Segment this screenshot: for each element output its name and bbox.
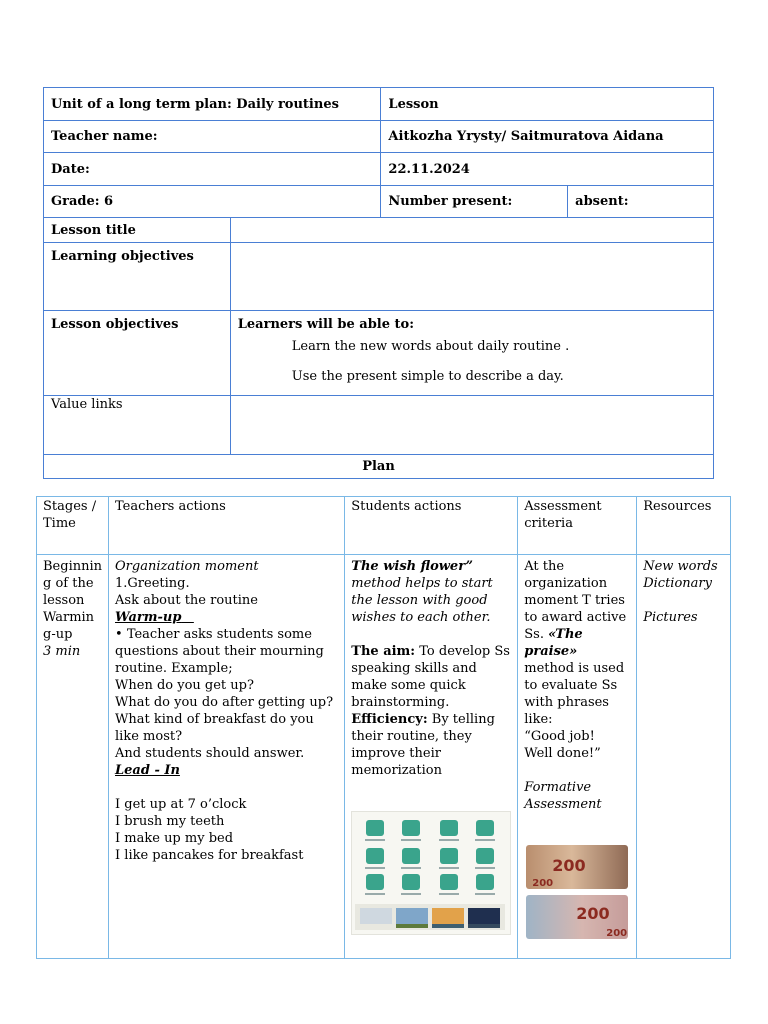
question: What do you do after getting up?: [115, 695, 334, 710]
routine-icon: [440, 848, 458, 864]
banknote: [526, 895, 628, 939]
plan-row: [37, 555, 731, 959]
praise-method: «The praise»: [524, 627, 583, 659]
absent-label: absent:: [568, 186, 714, 218]
resource-item: New words: [643, 559, 718, 574]
routine-icon: [440, 874, 458, 890]
greeting: 1.Greeting.: [115, 576, 190, 591]
praise-phrase: Well done!”: [524, 746, 601, 761]
question: What kind of breakfast do you like most?: [115, 712, 314, 744]
example-sentence: I brush my teeth: [115, 814, 225, 829]
banknotes-picture: [524, 845, 628, 941]
lesson-title-value: [230, 218, 713, 243]
routine-icon: [476, 820, 494, 836]
objective-text: Use the present simple to describe a day.: [291, 369, 564, 384]
aim-label: The aim:: [351, 644, 416, 659]
wish-flower-desc: method helps to start the lesson with good wishes to each other.: [351, 576, 493, 625]
aim-text: To develop Ss speaking skills and make some quick brainstorming.: [351, 644, 510, 710]
routine-icon: [366, 820, 384, 836]
stage-cell: [37, 555, 109, 959]
stage-line: Beginnin: [43, 559, 103, 574]
routine-icon: [402, 820, 420, 836]
objective-item: [238, 362, 706, 392]
day-picture: [396, 908, 428, 928]
col-stages: Stages / Time: [37, 497, 109, 555]
question: When do you get up?: [115, 678, 254, 693]
unit-label: Unit of a long term plan: Daily routines: [44, 88, 381, 121]
teacher-value: Aitkozha Yrysty/ Saitmuratova Aidana: [381, 121, 714, 153]
answer-note: And students should answer.: [115, 746, 305, 761]
resource-item: Dictionary: [643, 576, 712, 591]
col-resources: Resources: [637, 497, 731, 555]
example-sentence: I like pancakes for breakfast: [115, 848, 304, 863]
teacher-actions-cell: [109, 555, 345, 959]
efficiency-label: Efficiency:: [351, 712, 428, 727]
banknote-value: 200: [552, 856, 586, 875]
assessment-cell: [518, 555, 637, 959]
students-actions-cell: [345, 555, 518, 959]
learning-objectives-value: [230, 243, 713, 311]
morning-picture: [360, 908, 392, 924]
praise-phrase: “Good job!: [524, 729, 595, 744]
formative-assessment: Formative Assessment: [524, 780, 602, 812]
banknote: [526, 845, 628, 889]
learners-able-heading: Learners will be able to:: [237, 317, 415, 332]
routine-icon: [366, 848, 384, 864]
value-links-value: [230, 396, 713, 455]
resource-item: Pictures: [643, 610, 698, 625]
lesson-title-label: Lesson title: [44, 218, 231, 243]
example-sentence: I get up at 7 o’clock: [115, 797, 247, 812]
objective-text: Learn the new words about daily routine .: [291, 339, 570, 354]
question-intro: • Teacher asks students some questions about their mourning routine. Example;: [115, 627, 324, 676]
org-moment: Organization moment: [115, 559, 259, 574]
lesson-label: Lesson: [381, 88, 714, 121]
banknote-value: 200: [532, 878, 554, 889]
lesson-header-table: [43, 87, 714, 479]
lead-in-heading: Lead - In: [115, 763, 180, 778]
plan-table: [36, 496, 731, 959]
warmup-heading: Warm-up: [115, 610, 182, 625]
objective-item: [238, 332, 706, 362]
banknote-value: 200: [606, 928, 628, 939]
plan-header-row: [37, 497, 731, 555]
wish-flower-title: The wish flower”: [351, 559, 474, 574]
col-teachers-actions: Teachers actions: [109, 497, 345, 555]
number-present-label: Number present:: [381, 186, 568, 218]
routine-icon: [402, 874, 420, 890]
efficiency-text: By telling their routine, they improve their memorization: [351, 712, 495, 778]
banknote-value: 200: [576, 904, 610, 923]
example-sentence: I make up my bed: [115, 831, 234, 846]
lesson-objectives-cell: [230, 311, 713, 396]
stage-line: Warmin: [43, 610, 95, 625]
lesson-objectives-label: Lesson objectives: [44, 311, 231, 396]
routine-icon: [366, 874, 384, 890]
routine-icon: [440, 820, 458, 836]
col-students-actions: Students actions: [345, 497, 518, 555]
col-assessment: Assessment criteria: [518, 497, 637, 555]
night-picture: [468, 908, 500, 928]
learning-objectives-label: Learning objectives: [44, 243, 231, 311]
date-value: 22.11.2024: [381, 153, 714, 186]
teacher-label: Teacher name:: [44, 121, 381, 153]
resources-cell: [637, 555, 731, 959]
objectives-list: [238, 332, 706, 392]
evening-picture: [432, 908, 464, 928]
stage-line: lesson: [43, 593, 85, 608]
routine-icon: [402, 848, 420, 864]
value-links-label: Value links: [44, 396, 231, 455]
praise-desc: method is used to evaluate Ss with phrases like:: [524, 661, 625, 727]
assessment-intro: At the organization moment T tries to award active Ss.: [524, 559, 627, 642]
plan-heading: Plan: [44, 455, 714, 479]
stage-line: g of the: [43, 576, 94, 591]
ask-routine: Ask about the routine: [115, 593, 258, 608]
stage-line: g-up: [43, 627, 73, 642]
routine-icon: [476, 848, 494, 864]
stage-time: 3 min: [43, 644, 81, 659]
date-label: Date:: [44, 153, 381, 186]
daily-routine-pictures: [351, 811, 511, 935]
routine-icon: [476, 874, 494, 890]
grade-label: Grade: 6: [44, 186, 381, 218]
